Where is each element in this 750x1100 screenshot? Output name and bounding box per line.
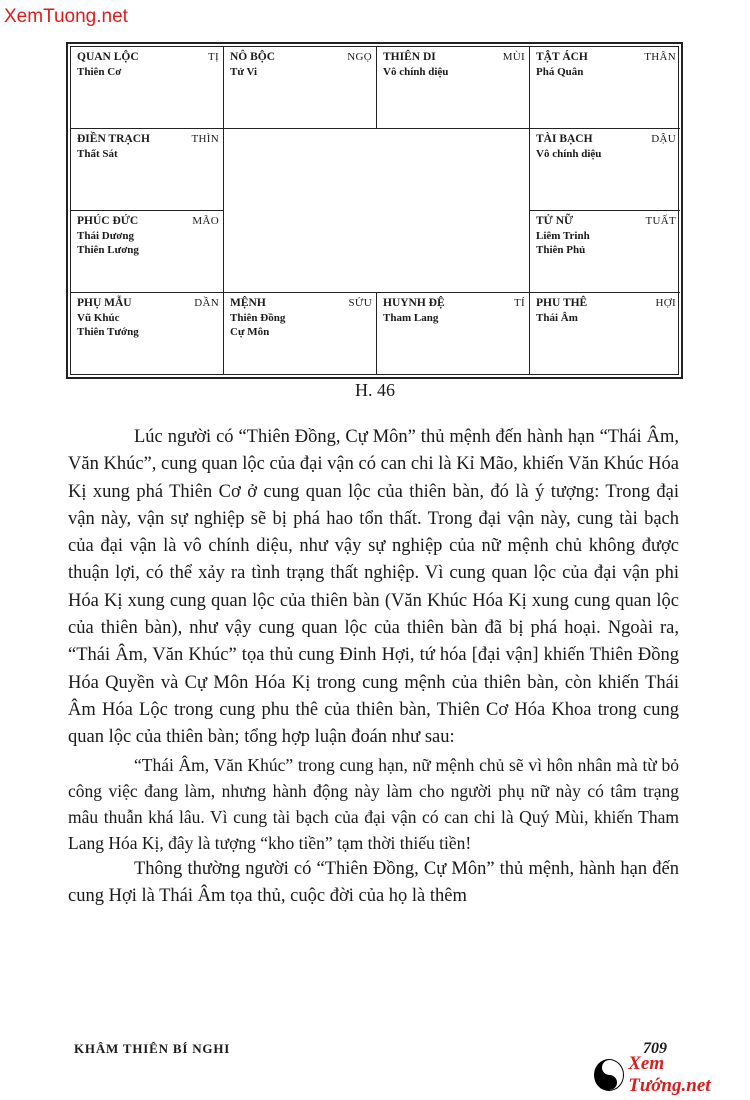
palace-branch: MÃO	[192, 215, 219, 227]
logo-text: Xem Tướng.net	[628, 1053, 711, 1096]
palace-branch: DẬU	[651, 133, 676, 145]
star-label: Thiên Lương	[77, 244, 139, 256]
paragraph: Lúc người có “Thiên Đồng, Cự Môn” thủ mệnh đến hành hạn “Thái Âm, Văn Khúc”, cung quan lộc của đại vận có can chi là Kỉ Mão, khiến Văn Khúc Hóa Kị xung phá Thiên Cơ ở cung quan lộc của thiên bàn, đó là ý tượng: Trong đại vận này, vận sự nghiệp sẽ bị phá hao tổn thất. Trong đại vận này, cung tài bạch của đại vận là vô chính diệu, như vậy sự nghiệp của nữ mệnh chủ không được thuận lợi, có thể xảy ra tình trạng thất nghiệp. Vì cung quan lộc của đại vận phi Hóa Kị xung cung quan lộc của thiên bàn (Văn Khúc Hóa Kị xung cung quan lộc của thiên bàn), như vậy cung quan lộc của thiên bàn đã bị phá hoại. Ngoài ra, “Thái Âm, Văn Khúc” tọa thủ cung Đinh Hợi, tứ hóa [đại vận] khiến Thiên Đồng Hóa Quyền và Cự Môn Hóa Kị trong cung mệnh của thiên bàn, còn khiến Thái Âm Hóa Lộc trong cung phu thê của thiên bàn, Thiên Cơ Hóa Khoa trong cung quan lộc của thiên bàn; tổng hợp luận đoán như sau:	[68, 427, 679, 748]
palace-cell	[224, 47, 377, 129]
palace-name: TỬ NỮ	[536, 215, 574, 227]
palace-name: PHÚC ĐỨC	[77, 215, 139, 227]
star-label: Vô chính diệu	[383, 65, 449, 78]
figure-caption: H. 46	[355, 380, 395, 400]
palace-name: MỆNH	[230, 297, 266, 309]
palace-branch: THÂN	[644, 51, 676, 63]
paragraph: “Thái Âm, Văn Khúc” trong cung hạn, nữ mệnh chủ sẽ vì hôn nhân mà từ bỏ công việc đang làm, nhưng hành động này làm cho người phụ nữ này có tâm trạng mâu thuẫn khá lâu. Vì cung tài bạch của đại vận có can chi là Quý Mùi, khiến Tham Lang Hóa Kị, đây là tượng “kho tiền” tạm thời thiếu tiền!	[68, 754, 679, 853]
palace-name: PHỤ MẪU	[77, 297, 132, 309]
palace-cell	[530, 211, 680, 293]
palace-name: HUYNH ĐỆ	[383, 297, 445, 309]
palace-branch: HỢI	[655, 297, 676, 309]
palace-cell	[71, 129, 224, 211]
palace-cell	[224, 293, 377, 374]
star-label: Thiên Tướng	[77, 326, 139, 338]
star-label: Vô chính diệu	[536, 147, 602, 160]
palace-name: THIÊN DI	[383, 51, 436, 63]
palace-name: TẬT ÁCH	[536, 51, 588, 63]
page-number: 709	[643, 1040, 667, 1057]
chart-center	[224, 129, 530, 293]
body-text	[68, 424, 679, 910]
yin-yang-icon	[594, 1059, 624, 1091]
palace-branch: THÌN	[191, 133, 219, 145]
palace-name: TÀI BẠCH	[536, 133, 593, 145]
star-label: Tử Vi	[230, 65, 258, 78]
palace-name: ĐIỀN TRẠCH	[77, 133, 150, 145]
book-title: KHÂM THIÊN BÍ NGHI	[74, 1041, 231, 1056]
palace-cell	[530, 293, 680, 374]
star-label: Thái Âm	[536, 311, 578, 324]
palace-cell	[530, 47, 680, 129]
palace-name: NÔ BỘC	[230, 51, 276, 63]
star-label: Cự Môn	[230, 326, 270, 338]
palace-cell	[530, 129, 680, 211]
star-label: Vũ Khúc	[77, 311, 120, 324]
star-label: Thiên Phủ	[536, 244, 586, 256]
star-label: Thái Dương	[77, 229, 135, 242]
palace-branch: TUẤT	[645, 215, 676, 227]
palace-cell	[71, 293, 224, 374]
palace-cell	[377, 293, 530, 374]
star-label: Liêm Trinh	[536, 229, 590, 242]
star-label: Tham Lang	[383, 311, 439, 324]
palace-name: QUAN LỘC	[77, 51, 139, 63]
palace-branch: TÍ	[514, 297, 525, 309]
palace-cell	[71, 211, 224, 293]
paragraph: Thông thường người có “Thiên Đồng, Cự Môn” thủ mệnh, hành hạn đến cung Hợi là Thái Âm tọa thủ, cuộc đời của họ là thêm	[68, 858, 679, 906]
palace-branch: DẦN	[194, 297, 219, 309]
star-label: Phá Quân	[536, 65, 584, 78]
palace-cell	[377, 47, 530, 129]
site-logo	[594, 1053, 744, 1096]
palace-name: PHU THÊ	[536, 297, 588, 309]
star-label: Thiên Đồng	[230, 311, 286, 324]
palace-branch: NGỌ	[347, 51, 372, 63]
site-watermark: XemTuong.net	[4, 6, 128, 27]
palace-branch: TỊ	[208, 51, 219, 63]
palace-branch: MÙI	[502, 51, 525, 63]
palace-cell	[71, 47, 224, 129]
palace-branch: SỬU	[348, 297, 372, 309]
star-label: Thất Sát	[77, 147, 118, 160]
star-label: Thiên Cơ	[77, 65, 122, 78]
horoscope-chart	[66, 42, 683, 379]
